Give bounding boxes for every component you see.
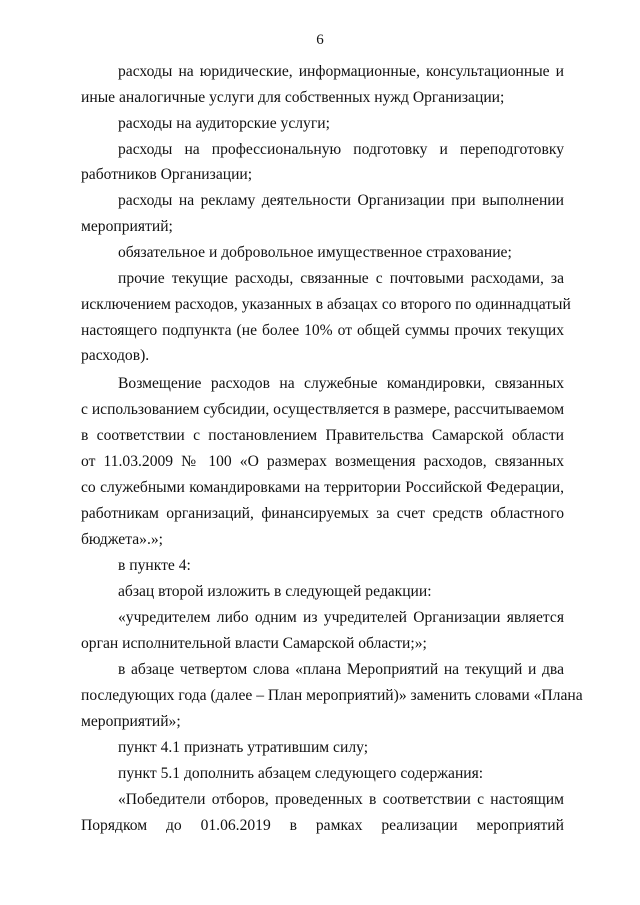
text-line: мероприятий»; (81, 713, 181, 730)
text-line: «Победители отборов, проведенных в соответствии с настоящим (118, 791, 564, 808)
text-line: исключением расходов, указанных в абзацах со второго по одиннадцатый (81, 296, 571, 313)
text-line: Порядком до 01.06.2019 в рамках реализации мероприятий (81, 817, 564, 834)
text-line: прочие текущие расходы, связанные с почтовыми расходами, за (118, 270, 564, 287)
text-line: последующих года (далее – План мероприятий)» заменить словами «Плана (81, 687, 583, 704)
text-line: пункт 5.1 дополнить абзацем следующего содержания: (118, 765, 484, 782)
text-line: абзац второй изложить в следующей редакции: (118, 583, 432, 600)
text-line: мероприятий; (81, 218, 173, 235)
text-line: бюджета».»; (81, 531, 163, 548)
text-line: работников Организации; (81, 166, 253, 183)
text-line: работникам организаций, финансируемых за счет средств областного (81, 505, 564, 522)
text-line: расходов). (81, 347, 150, 364)
text-line: в пункте 4: (118, 557, 191, 574)
text-line: расходы на аудиторские услуги; (118, 115, 330, 132)
text-line: в соответствии с постановлением Правительства Самарской области (81, 427, 564, 444)
text-line: пункт 4.1 признать утратившим силу; (118, 739, 369, 756)
text-line: в абзаце четвертом слова «плана Мероприятий на текущий и два (118, 661, 564, 678)
text-line: расходы на юридические, информационные, консультационные и (118, 63, 564, 80)
text-line: обязательное и добровольное имущественное страхование; (118, 244, 512, 261)
text-line: расходы на рекламу деятельности Организации при выполнении (118, 192, 564, 209)
text-line: от 11.03.2009 № 100 «О размерах возмещения расходов, связанных (81, 453, 564, 470)
page-number: 6 (316, 32, 324, 48)
text-line: иные аналогичные услуги для собственных нужд Организации; (81, 89, 505, 106)
text-line: орган исполнительной власти Самарской области;»; (81, 635, 427, 652)
text-line: «учредителем либо одним из учредителей Организации является (118, 609, 564, 626)
text-line: настоящего подпункта (не более 10% от общей суммы прочих текущих (81, 322, 564, 339)
text-line: со служебными командировками на территории Российской Федерации, (81, 479, 564, 496)
text-line: Возмещение расходов на служебные командировки, связанных (118, 375, 564, 392)
text-line: с использованием субсидии, осуществляется в размере, рассчитываемом (81, 401, 565, 418)
text-line: расходы на профессиональную подготовку и переподготовку (118, 141, 564, 158)
